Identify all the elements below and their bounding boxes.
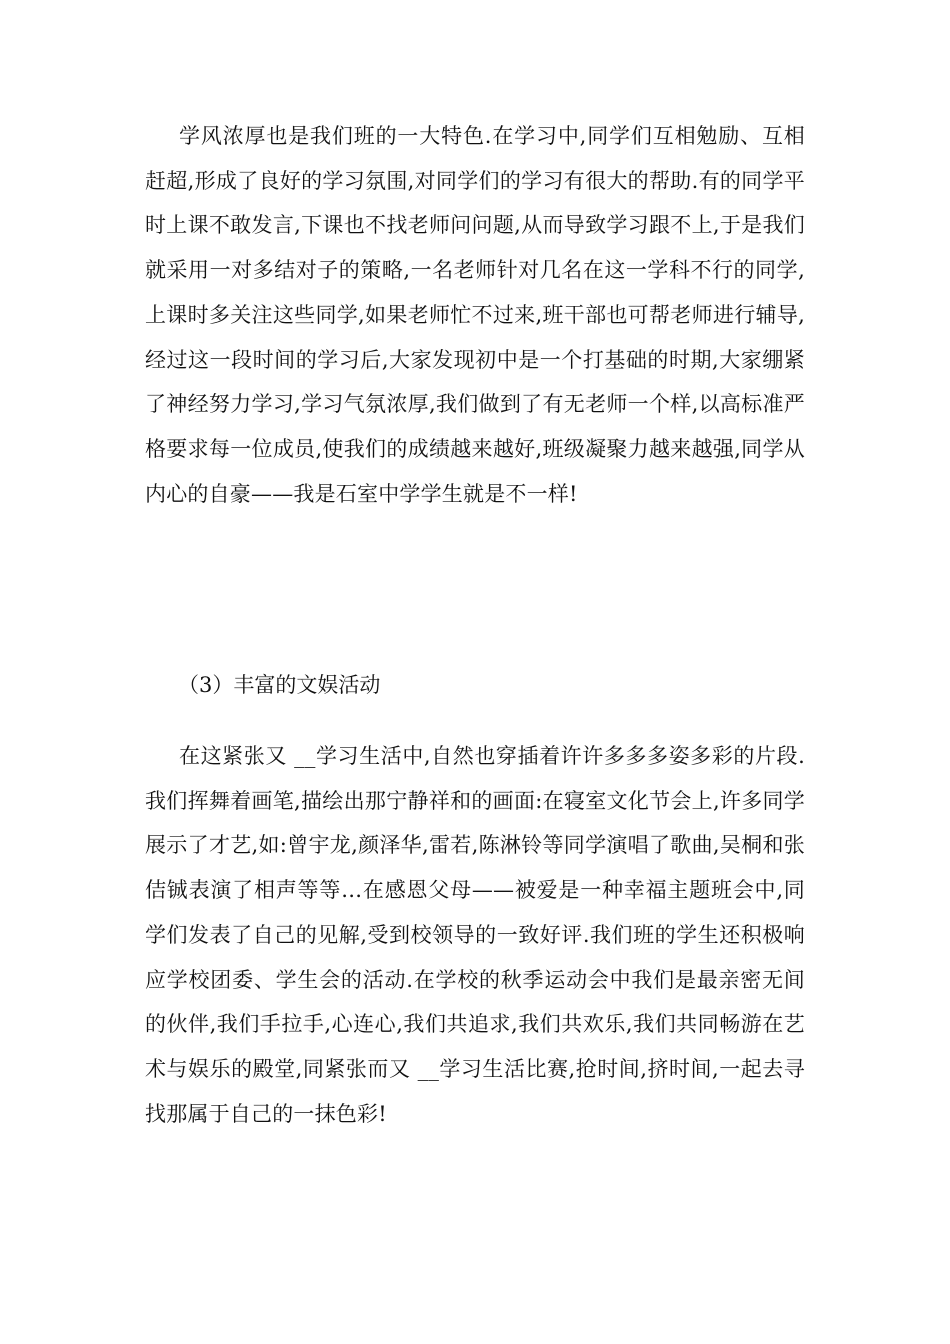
body-paragraph-entertainment-activities: 在这紧张又 __学习生活中,自然也穿插着许许多多多姿多彩的片段.我们挥舞着画笔,描绘出那宁静祥和的画面:在寝室文化节会上,许多同学展示了才艺,如:曾宇龙,颜泽华,雷若,陈淋铃等同学演唱了歌曲,吴桐和张佶铖表演了相声等等…在感恩父母——被爱是一种幸福主题班会中,同学们发表了自己的见解,受到校领导的一致好评.我们班的学生还积极响应学校团委、学生会的活动.在学校的秋季运动会中我们是最亲密无间的伙伴,我们手拉手,心连心,我们共追求,我们共欢乐,我们共同畅游在艺术与娱乐的殿堂,同紧张而又 __学习生活比赛,抢时间,挤时间,一起去寻找那属于自己的一抹色彩!: [145, 744, 805, 1126]
section-heading-entertainment: （3）丰富的文娱活动: [178, 673, 381, 697]
body-paragraph-study-atmosphere: 学风浓厚也是我们班的一大特色.在学习中,同学们互相勉励、互相赶超,形成了良好的学习氛围,对同学们的学习有很大的帮助.有的同学平时上课不敢发言,下课也不找老师问问题,从而导致学习跟不上,于是我们就采用一对多结对子的策略,一名老师针对几名在这一学科不行的同学,上课时多关注这些同学,如果老师忙不过来,班干部也可帮老师进行辅导,经过这一段时间的学习后,大家发现初中是一个打基础的时期,大家绷紧了神经努力学习,学习气氛浓厚,我们做到了有无老师一个样,以高标准严格要求每一位成员,使我们的成绩越来越好,班级凝聚力越来越强,同学从内心的自豪——我是石室中学学生就是不一样!: [145, 124, 805, 506]
